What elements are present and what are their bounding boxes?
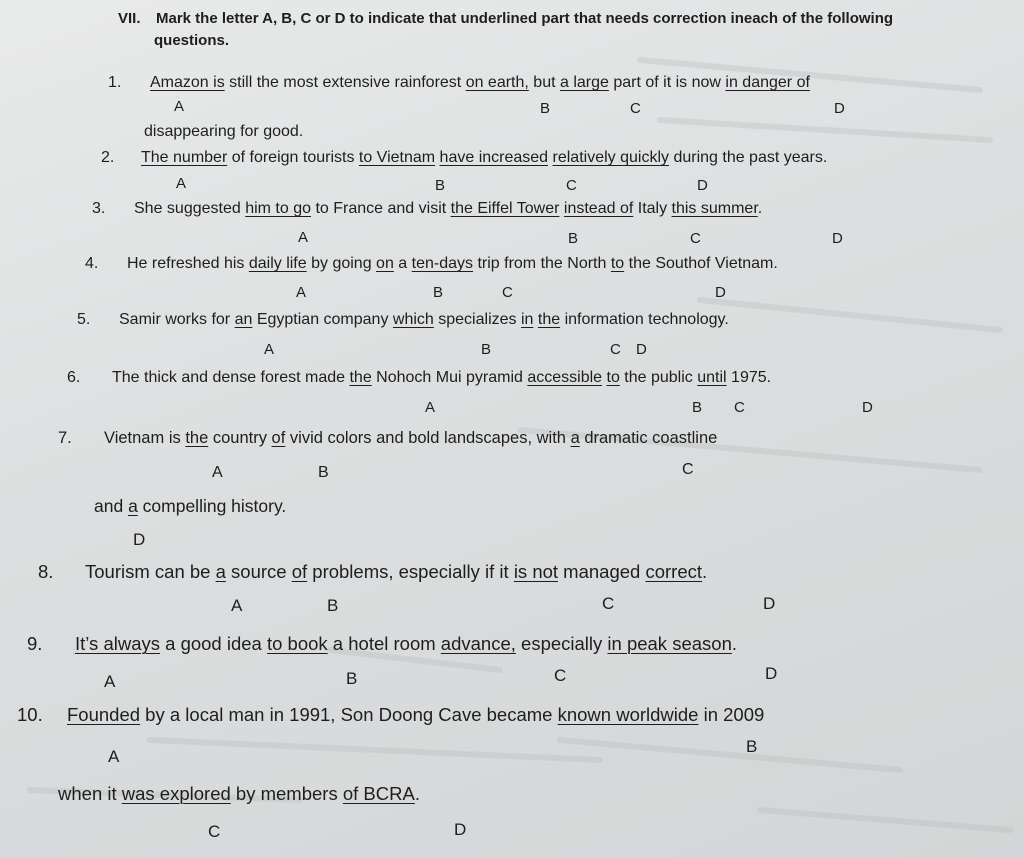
option-label-b: B (327, 596, 339, 615)
underline-c: a (570, 429, 580, 447)
exercise-heading (118, 8, 1008, 49)
underline-c: a large (559, 74, 609, 91)
underline-c: have increased (439, 149, 549, 166)
underline-c: advance, (440, 633, 516, 654)
option-label-b: B (540, 100, 551, 117)
underline-b: known worldwide (557, 704, 699, 725)
option-label-a: A (108, 747, 120, 766)
underline-d: in danger of (725, 74, 810, 91)
question-number: 5. (77, 311, 91, 328)
underline-d: this summer (671, 200, 758, 217)
underline-d: to (610, 255, 625, 272)
underline-a: him to go (245, 200, 312, 217)
option-label-a: A (212, 464, 223, 481)
option-label-b: B (746, 737, 758, 756)
option-label-d: D (636, 341, 647, 358)
option-label-c: C (682, 461, 694, 478)
option-label-b: B (435, 177, 446, 194)
question-number: 7. (58, 429, 72, 447)
question-number: 8. (38, 561, 54, 582)
option-label-a: A (231, 596, 243, 615)
option-label-c: C (208, 822, 221, 841)
underline-a: the (185, 429, 209, 447)
option-label-d: D (862, 399, 873, 416)
instruction-line-1: Mark the letter A, B, C or D to indicate that underlined part that needs correction ineach of the following (156, 10, 894, 27)
option-label-d: D (715, 284, 726, 301)
option-label-d: D (834, 100, 845, 117)
question-5: 5. Samir works for an Egyptian company which specializes in the information technology. (77, 311, 729, 328)
exercise-number: VII. (118, 10, 141, 27)
underline-c: was explored (121, 783, 231, 804)
option-label-a: A (176, 175, 187, 192)
underline-d: relatively quickly (552, 149, 669, 166)
underline-d: until (697, 369, 727, 386)
option-label-c: C (602, 594, 615, 613)
option-label-c: C (734, 399, 745, 416)
question-number: 10. (17, 704, 43, 725)
underline-b: to Vietnam (358, 149, 436, 166)
option-label-d: D (763, 594, 776, 613)
underline-c: to (606, 369, 620, 386)
option-label-c: C (502, 284, 513, 301)
question-number: 6. (67, 369, 81, 386)
underline-a: the (349, 369, 372, 386)
question-3: 3. She suggested him to go to France and visit the Eiffel Tower instead of Italy this summer. (92, 200, 763, 217)
question-number: 2. (101, 149, 115, 166)
underline-c: is not (513, 561, 559, 582)
option-label-b: B (481, 341, 492, 358)
option-label-c: C (610, 341, 621, 358)
question-7: 7. Vietnam is the country of vivid colors and bold landscapes, with a dramatic coastline (58, 429, 718, 447)
question-6: 6. The thick and dense forest made the Nohoch Mui pyramid accessible to the public until 1975. (67, 369, 772, 386)
underline-b: on earth, (465, 74, 529, 91)
underline-d: the (537, 311, 561, 328)
underline-b: on (376, 255, 394, 272)
option-label-a: A (104, 672, 116, 691)
question-10: 10. Founded by a local man in 1991, Son Doong Cave became known worldwide in 2009 (17, 704, 765, 725)
underline-b: of (271, 429, 286, 447)
option-label-b: B (346, 669, 358, 688)
underline-b: accessible (527, 369, 603, 386)
option-label-d: D (832, 230, 843, 247)
underline-b: to book (266, 633, 328, 654)
question-10-continuation: when it was explored by members of BCRA. (58, 783, 420, 804)
underline-c: ten-days (411, 255, 474, 272)
underline-c: instead of (563, 200, 634, 217)
question-8: 8. Tourism can be a source of problems, especially if it is not managed correct. (38, 561, 708, 582)
underline-d: in peak season (607, 633, 732, 654)
underline-a: daily life (248, 255, 307, 272)
option-label-d: D (765, 664, 778, 683)
question-9: 9. It’s always a good idea to book a hotel room advance, especially in peak season. (27, 633, 737, 654)
underline-a: a (215, 561, 226, 582)
question-7-continuation: and a compelling history. (94, 496, 287, 516)
underline-a: It’s always (75, 633, 160, 654)
option-label-b: B (568, 230, 579, 247)
option-label-c: C (690, 230, 701, 247)
underline-a: Founded (67, 704, 141, 725)
question-4: 4. He refreshed his daily life by going on a ten-days trip from the North to the Southof Vietnam. (85, 255, 778, 272)
question-number: 3. (92, 200, 106, 217)
option-label-c: C (554, 666, 567, 685)
underline-d: correct (645, 561, 703, 582)
underline-a: The number (141, 149, 228, 166)
question-1: 1. Amazon is still the most extensive rainforest on earth, but a large part of it is now in danger of (108, 74, 810, 91)
instruction-line-2: questions. (154, 32, 230, 49)
option-label-a: A (264, 341, 275, 358)
option-label-c: C (630, 100, 641, 117)
question-number: 4. (85, 255, 99, 272)
option-label-d: D (133, 530, 146, 549)
option-label-a: A (296, 284, 307, 301)
underline-b: the Eiffel Tower (450, 200, 560, 217)
question-1-continuation: disappearing for good. (144, 123, 304, 140)
underline-d: of BCRA (342, 783, 415, 804)
option-label-b: B (318, 464, 329, 481)
question-number: 1. (108, 74, 122, 91)
underline-c: in (520, 311, 534, 328)
option-label-a: A (425, 399, 436, 416)
option-label-a: A (298, 229, 309, 246)
option-label-a: A (174, 98, 185, 115)
option-label-b: B (692, 399, 703, 416)
underline-a: Amazon is (150, 74, 225, 91)
underline-d: a (128, 496, 138, 516)
underline-b: which (392, 311, 434, 328)
option-label-b: B (433, 284, 444, 301)
question-2: 2. The number of foreign tourists to Vietnam have increased relatively quickly during the past years. (101, 149, 828, 166)
option-label-d: D (697, 177, 708, 194)
option-label-d: D (454, 820, 467, 839)
underline-b: of (291, 561, 308, 582)
option-label-c: C (566, 177, 577, 194)
question-number: 9. (27, 633, 43, 654)
underline-a: an (234, 311, 253, 328)
